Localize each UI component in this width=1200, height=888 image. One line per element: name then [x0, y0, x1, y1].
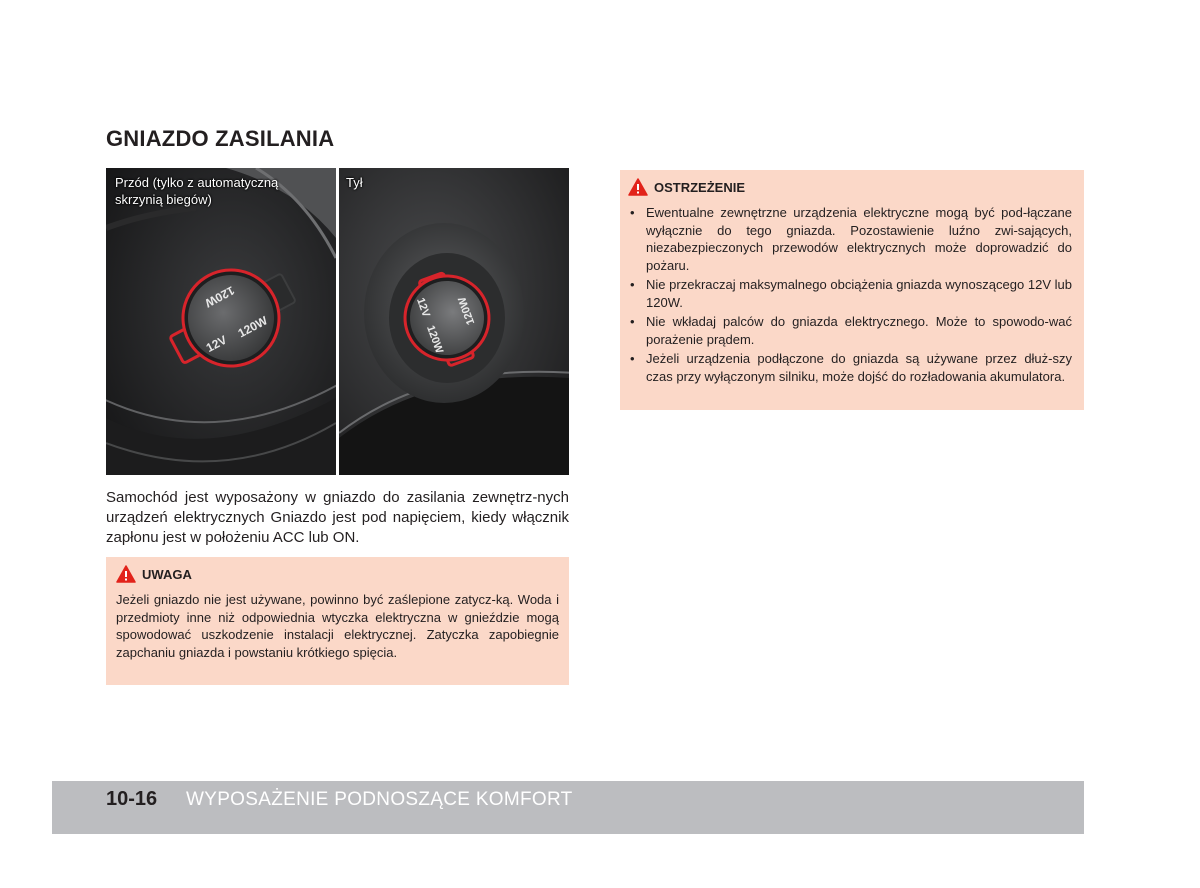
rear-socket-illustration: [339, 168, 569, 475]
note-heading: [116, 565, 192, 583]
chapter-title: WYPOSAŻENIE PODNOSZĄCE KOMFORT: [186, 789, 573, 810]
front-cap-label-120w: 120W: [202, 283, 237, 311]
warning-item-text: Nie przekraczaj maksymalnego obciążenia gniazda wynoszącego 12V lub 120W.: [646, 277, 1072, 310]
front-socket-photo: [106, 168, 336, 475]
warning-list: [629, 204, 1072, 387]
warning-item-text: Nie wkładaj palców do gniazda elektrycznego. Może to spowodo-wać porażenie prądem.: [646, 314, 1072, 347]
warning-item: [629, 313, 1072, 348]
warning-item: [629, 204, 1072, 274]
bullet-icon: •: [630, 205, 635, 220]
warning-heading-label: OSTRZEŻENIE: [654, 179, 746, 195]
bullet-icon: •: [630, 351, 635, 366]
note-text: Jeżeli gniazdo nie jest używane, powinno być zaślepione zatycz-ką. Woda i przedmioty inne niż odpowiednia wtyczka elektryczna w gnieździe mogą spowodować uszkodzenie instalacji elektrycznej. Zatyczka zapobiegnie zapchaniu gniazda i powstaniu krótkiego spięcia.: [116, 592, 559, 660]
rear-cap-label-12v: 12V: [414, 296, 432, 319]
warning-item: [629, 276, 1072, 311]
warning-item: [629, 350, 1072, 385]
warning-callout: [620, 170, 1084, 410]
rear-photo-caption: Tył: [346, 175, 363, 190]
warning-heading: [628, 178, 745, 196]
rear-cap-label-120w: 120W: [456, 295, 478, 327]
warning-item-text: Jeżeli urządzenia podłączone do gniazda są używane przez dłuż-szy czas przy wyłączonym silniku, może dojść do rozładowania akumulatora.: [646, 351, 1072, 384]
bullet-icon: •: [630, 277, 635, 292]
warning-triangle-icon: [628, 178, 648, 196]
bullet-icon: •: [630, 314, 635, 329]
rear-socket-photo: [339, 168, 569, 475]
warning-triangle-icon: [116, 565, 136, 583]
front-socket-illustration: [106, 168, 336, 475]
note-heading-label: UWAGA: [142, 566, 192, 582]
front-photo-caption: Przód (tylko z automatyczną skrzynią biegów): [115, 175, 279, 207]
warning-item-text: Ewentualne zewnętrzne urządzenia elektryczne mogą być pod-łączane wyłącznie do tego gniazda. Pozostawienie luźno zwi-sających, niezabezpieczonych przewodów elektrycznych może doprowadzić do pożaru.: [646, 205, 1072, 273]
note-callout: [106, 557, 569, 685]
front-cap-label-120w-lower: 120W: [235, 313, 270, 341]
section-title: GNIAZDO ZASILANIA: [106, 126, 335, 151]
front-cap-label-12v: 12V: [203, 332, 230, 356]
rear-cap-label-120w-lower: 120W: [424, 323, 446, 356]
page-footer: [52, 781, 1084, 834]
intro-paragraph: Samochód jest wyposażony w gniazdo do zasilania zewnętrz-nych urządzeń elektrycznych Gniazdo jest pod napięciem, kiedy włącznik zapłonu jest w położeniu ACC lub ON.: [106, 489, 569, 546]
page-number: 10-16: [106, 788, 158, 810]
